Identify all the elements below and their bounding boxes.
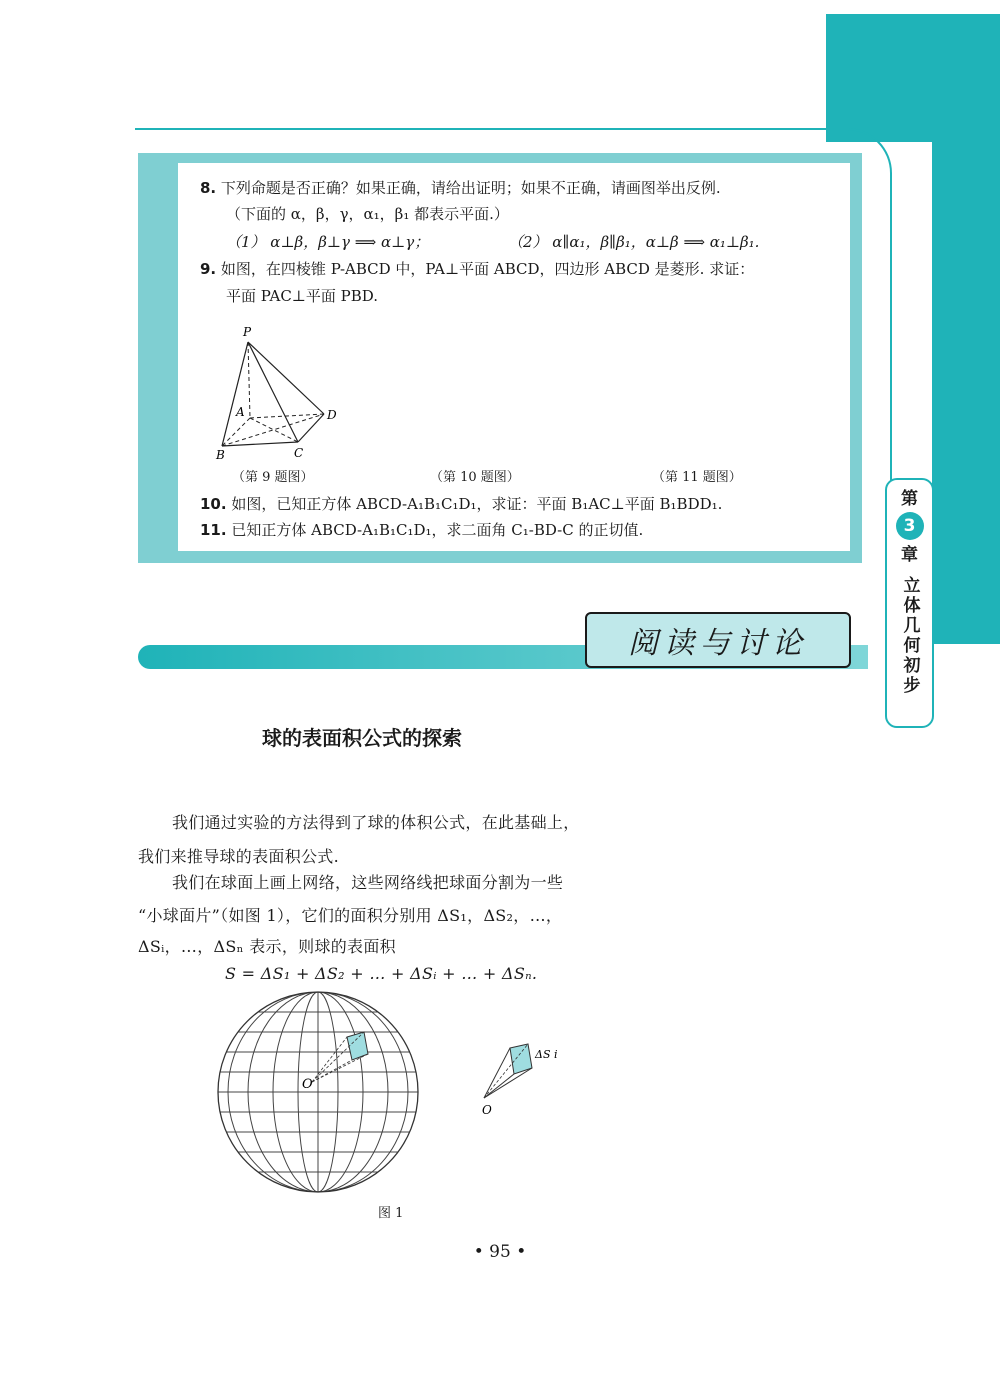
exercise-8-part2: （2） α∥α₁，β∥β₁，α⊥β ⟹ α₁⊥β₁. xyxy=(508,233,760,251)
label-A: A xyxy=(236,405,245,419)
label-D: D xyxy=(327,408,337,422)
paragraph-2-line3: ΔSᵢ，…，ΔSₙ 表示，则球的表面积 xyxy=(138,937,396,956)
caption-fig9: （第 9 题图） xyxy=(232,470,314,485)
exercise-text: 下列命题是否正确？如果正确，请给出证明；如果不正确，请画图举出反例. xyxy=(220,179,721,197)
delta-si-label: ΔS i xyxy=(535,1048,558,1061)
label-P: P xyxy=(243,325,252,339)
caption-fig11: （第 11 题图） xyxy=(652,470,742,485)
exercise-number: 11. xyxy=(200,521,227,539)
label-B: B xyxy=(216,448,225,462)
chapter-prefix: 第 xyxy=(901,489,918,509)
exercise-text: 如图，已知正方体 ABCD-A₁B₁C₁D₁，求证：平面 B₁AC⊥平面 B₁BDD₁. xyxy=(231,495,723,513)
pyramid-figure xyxy=(212,322,352,462)
sphere-grid-figure xyxy=(212,990,427,1195)
chapter-number: 3 xyxy=(896,512,924,540)
exercise-8-note: （下面的 α，β，γ，α₁，β₁ 都表示平面.） xyxy=(226,205,509,223)
exercise-10 xyxy=(200,491,722,517)
chapter-title: 立体几何初步 xyxy=(899,576,920,696)
chapter-band-right xyxy=(932,14,1000,644)
chapter-suffix: 章 xyxy=(901,545,918,565)
caption-fig10: （第 10 题图） xyxy=(430,470,520,485)
exercise-text: 如图，在四棱锥 P-ABCD 中，PA⊥平面 ABCD，四边形 ABCD 是菱形. 求证： xyxy=(220,260,755,278)
figure-1-caption: 图 1 xyxy=(378,1206,404,1221)
paragraph-1-line2: 我们来推导球的表面积公式. xyxy=(138,847,339,866)
exercise-11 xyxy=(200,517,643,543)
exercise-9-line2: 平面 PAC⊥平面 PBD. xyxy=(226,287,379,305)
label-C: C xyxy=(294,446,304,460)
exercise-8-part1: （1） α⊥β，β⊥γ ⟹ α⊥γ； xyxy=(226,233,430,251)
exercise-number: 10. xyxy=(200,495,227,513)
chapter-tab xyxy=(885,478,934,728)
page-number: • 95 • xyxy=(473,1242,527,1262)
cone-piece-figure xyxy=(476,1038,571,1118)
paragraph-1-line1: 我们通过实验的方法得到了球的体积公式，在此基础上， xyxy=(172,813,580,832)
exercise-text: 已知正方体 ABCD-A₁B₁C₁D₁，求二面角 C₁-BD-C 的正切值. xyxy=(231,521,644,539)
paragraph-2-line1: 我们在球面上画上网络，这些网络线把球面分割为一些 xyxy=(172,873,564,892)
reading-banner-title: 阅读与讨论 xyxy=(585,612,851,668)
paragraph-2-line2: “小球面片”（如图 1），它们的面积分别用 ΔS₁，ΔS₂，…， xyxy=(138,906,563,925)
cone-vertex-label: O xyxy=(482,1103,492,1117)
exercise-8 xyxy=(200,175,721,201)
exercise-number: 9. xyxy=(200,260,217,278)
sphere-center-label: O xyxy=(302,1077,313,1092)
exercise-number: 8. xyxy=(200,179,217,197)
exercise-9 xyxy=(200,256,754,282)
section-title: 球的表面积公式的探索 xyxy=(262,726,462,750)
surface-area-formula: S = ΔS₁ + ΔS₂ + … + ΔSᵢ + … + ΔSₙ. xyxy=(225,964,538,983)
